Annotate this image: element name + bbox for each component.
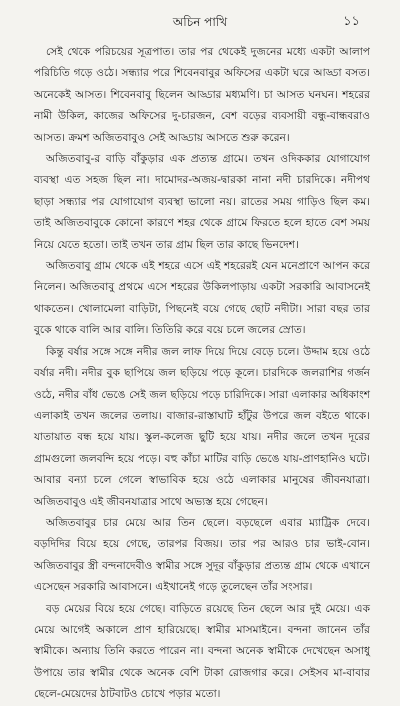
paragraph: অজিতবাবু-র বাড়ি বাঁকুড়ার এক প্রত্যন্ত গ্রামে। তখন ওদিককার যোগাযোগ ব্যবস্থা এত সহজ ছিল না। দামোদর-অজয়-দ্বারকা নানা নদী চারদিকে। নদীপথ ছাড়া সন্ধ্যার পর যোগাযোগ ব্যবস্থা ভালো নয়। রাতের সময় গাড়িও ছিল কম। তাই অজিতবাবুকে কোনো কারণে শহর থেকে গ্রামে ফিরতে হলে হাতে বেশ সময় নিয়ে যেতে হতো। তাই তখন তার গ্রাম ছিল তার কাছে ভিনদেশ। [34,153,370,251]
paragraph: বড় মেয়ের বিয়ে হয়ে গেছে। বাড়িতে রয়েছে তিন ছেলে আর দুই মেয়ে। এক মেয়ে আগেই অকালে প্রাণ হারিয়েছে। স্বামীর মাসমাইনে। বন্দনা জানেন তাঁর স্বামীকে। অন্যায় তিনি করতে পারেন না। বন্দনা অনেক স্বামীকে দেখেছেন অসাধু উপায়ে তার স্বামীর থেকে অনেক বেশি টাকা রোজগার করে। সেইসব মা-বাবার ছেলে-মেয়েদের ঠাটবাটও চোখে পড়ার মতো। [34,602,370,701]
paragraph: অজিতবাবুর চার মেয়ে আর তিন ছেলে। বড়ছেলে এবার ম্যাট্রিক দেবে। বড়দিদির বিয়ে হয়ে গেছে, তারপর বিজয়। তার পর আরও চার ভাই-বোন। অজিতবাবুর স্ত্রী বন্দনাদেবীও স্বামীর সঙ্গে সুদূর বাঁকুড়ার প্রত্যন্ত গ্রাম থেকে এখানে এসেছেন সরকারি আবাসনে। এইখানেই গড়ে তুলেছেন তাঁর সংসার। [34,516,370,594]
paragraph: অজিতবাবু গ্রাম থেকে এই শহরে এসে এই শহরেরই যেন মনেপ্রাণে আপন করে নিলেন। অজিতবাবু প্রথমে এসে শহরের উকিলপাড়ায় একটা সরকারি আবাসনেই থাকতেন। খোলামেলা বাড়িটা, পিছনেই বয়ে গেছে ছোট নদীটা। সারা বছর তার বুকে থাকে বালি আর বালি। তিতিরি করে বয়ে চলে জলের স্রোত। [34,260,370,337]
page-number: ১১ [343,14,360,29]
running-title: অচিন পাখি [172,15,228,29]
paragraph: সেই থেকে পরিচয়ের সূত্রপাত। তার পর থেকেই দুজনের মধ্যে একটা আলাপ পরিচিতি গড়ে ওঠে। সন্ধ্যার পরে শিবেনবাবুর অফিসের একটা ঘরে আড্ডা বসত। অনেকেই আসত। শিবেনবাবু ছিলেন আড্ডার মধ্যমণি। চা আসত ঘনঘন। শহরের নামী উকিল, কাজের অফিসের দু-চারজন, বেশ বড়ের ব্যবসায়ী বন্ধু-বান্ধবরাও আসত। ক্রমশ অজিতবাবুও সেই আড্ডায় আসতে শুরু করেন। [34,46,370,144]
paragraph: কিন্তু বর্ষার সঙ্গে সঙ্গে নদীর জল লাফ দিয়ে দিয়ে বেড়ে চলে। উদ্দাম হয়ে ওঠে বর্ষার নদী। নদীর বুক ছাপিয়ে জল ছড়িয়ে পড়ে কূলে। চারদিকে জলরাশির গর্জন ওঠে, নদীর বাঁধ ভেঙে সেই জল ছড়িয়ে পড়ে চারিদিকে। সারা এলাকার অধিকাংশ এলাকাই তখন জলের তলায়। বাজার-রাস্তাঘাট হাঁটুর উপরে জল বইতে থাকে। যাতায়াত বন্ধ হয়ে যায়। স্কুল-কলেজ ছুটি হয়ে যায়। নদীর জলে তখন দূরের গ্রামগুলো জলবন্দি হয়ে পড়ে। বহু কাঁচা মাটির বাড়ি ভেঙে যায়-প্রাণহানিও ঘটে। আবার বন্যা চলে গেলে স্বাভাবিক হয়ে ওঠে এলাকার মানুষের জীবনযাত্রা। অজিতবাবুও এই জীবনযাত্রার সাথে অভ্যস্ত হয়ে গেছেন। [34,345,370,508]
page-header [0,12,400,32]
body-text [34,42,370,706]
